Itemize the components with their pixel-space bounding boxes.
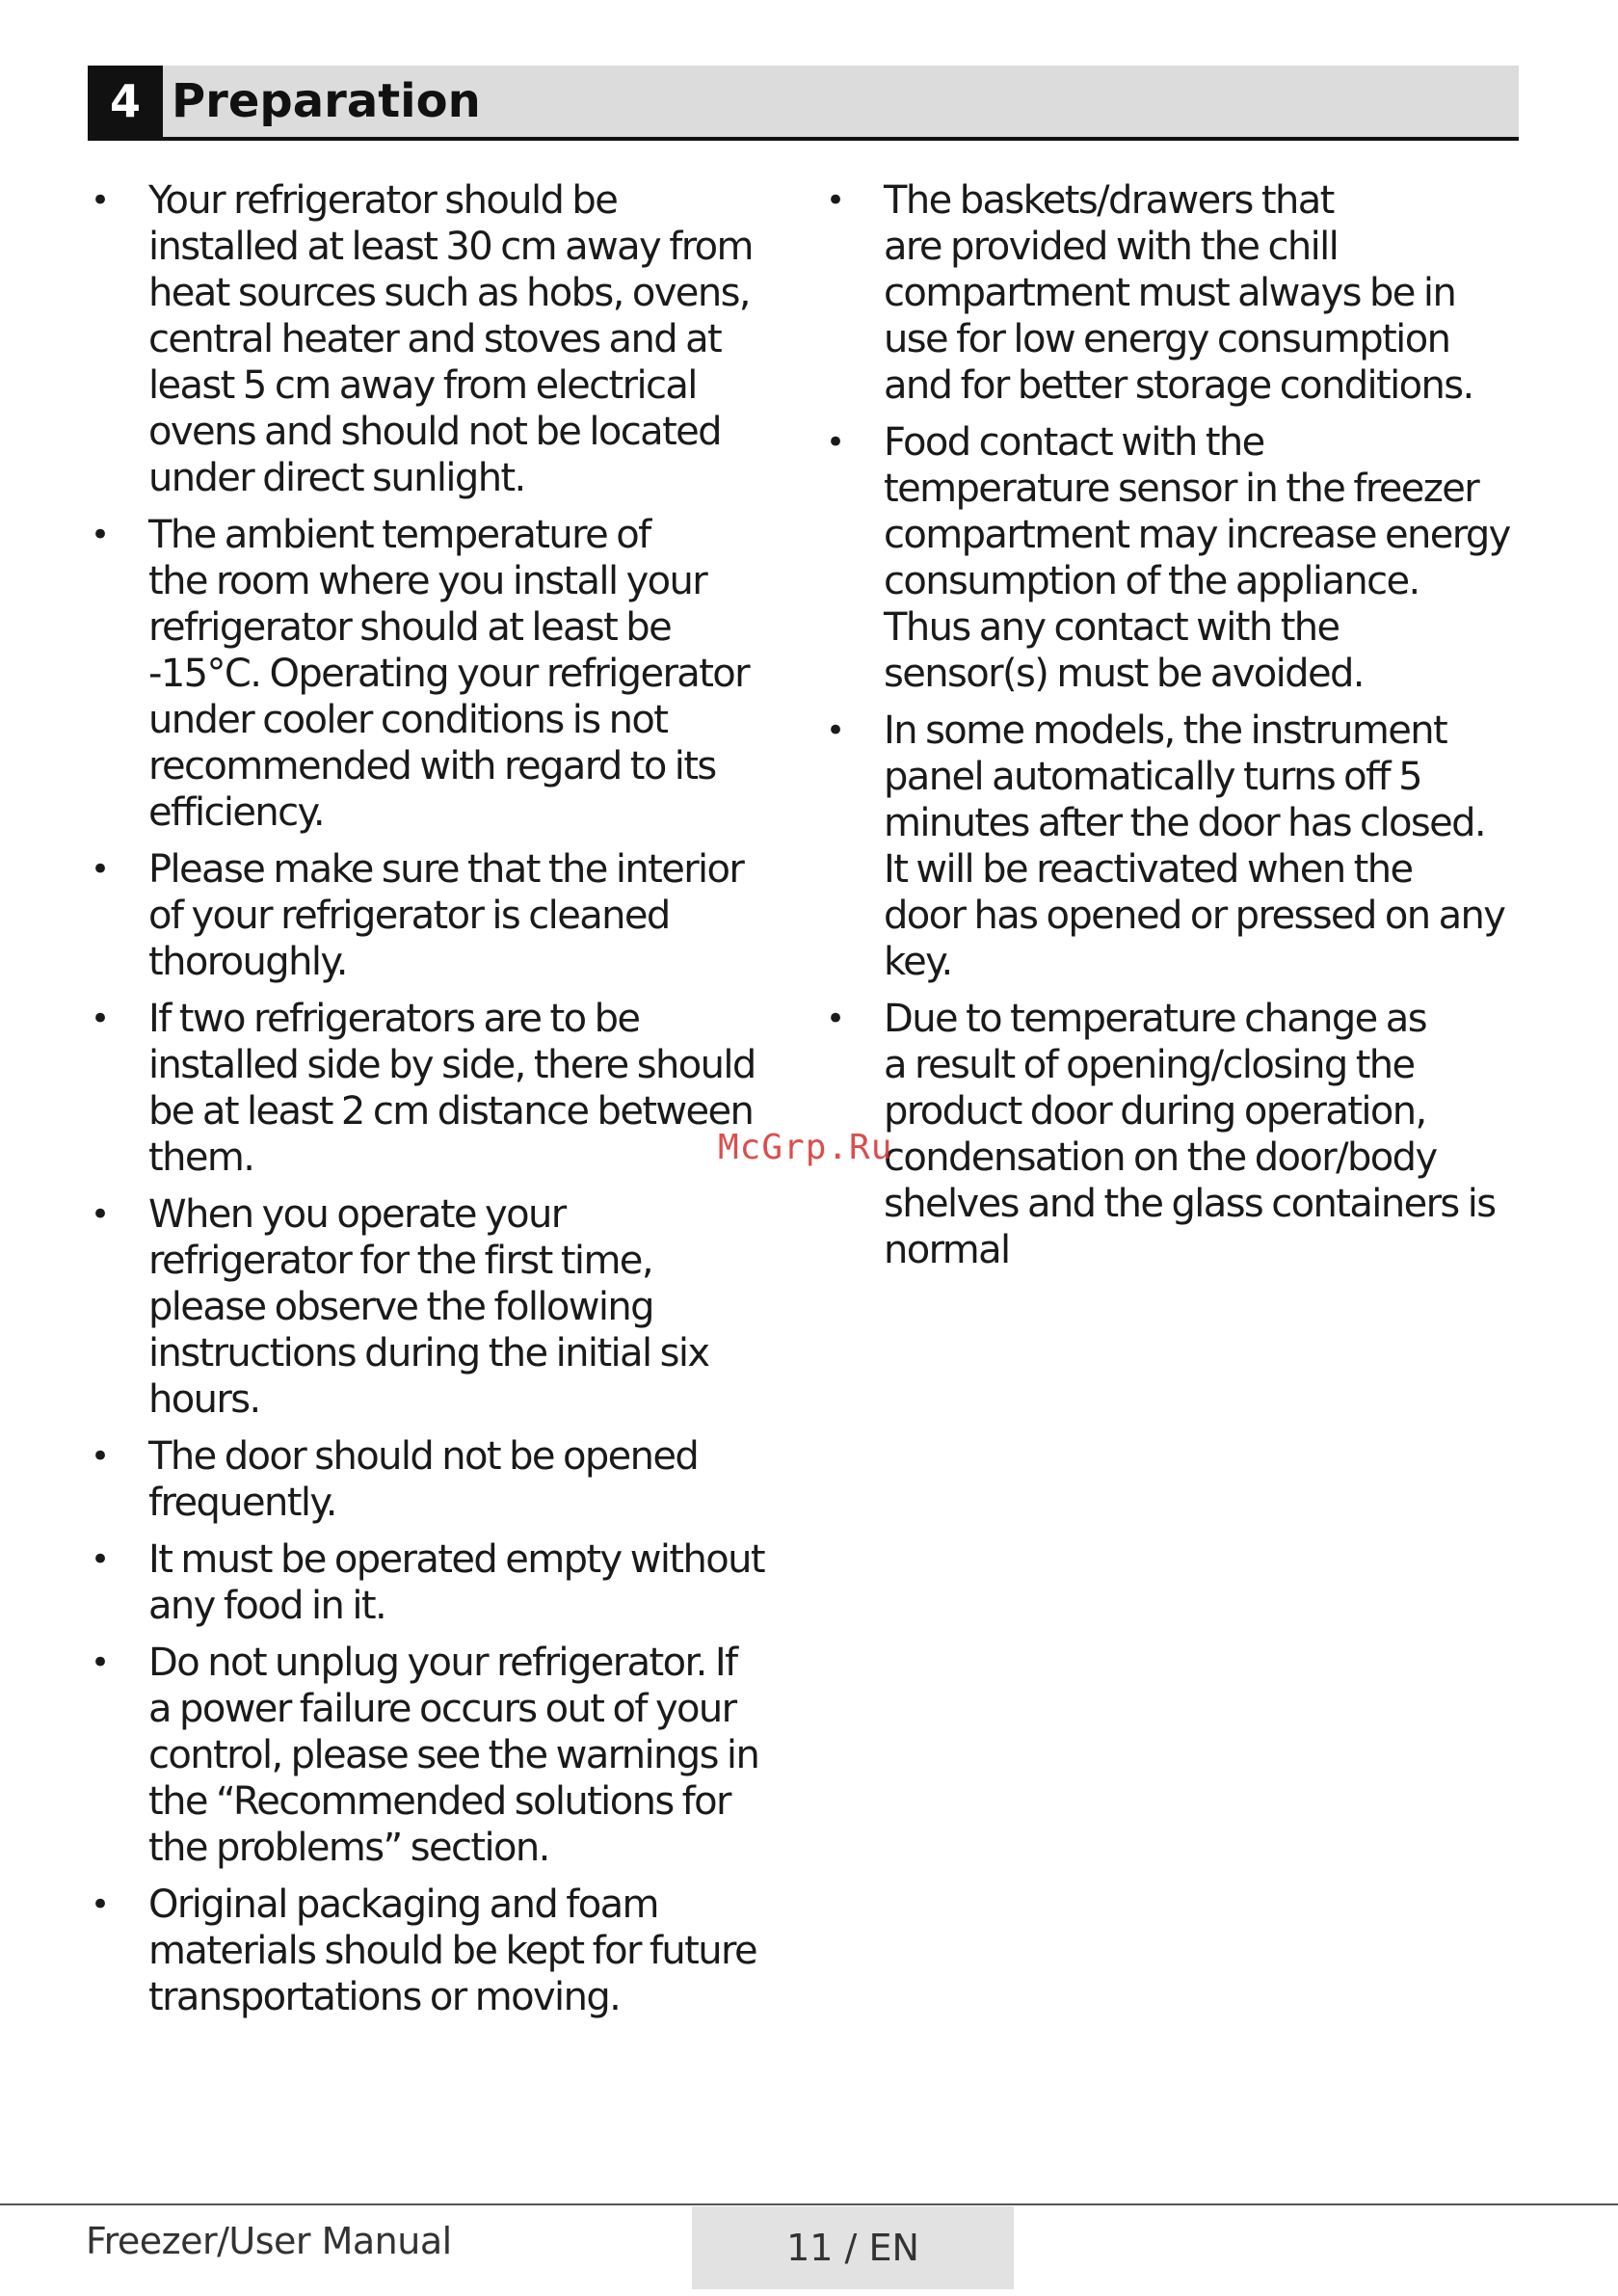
bullet-text-line: compartment must always be in [884, 271, 1456, 315]
bullet-text-line: • Do not unplug your refrigerator. If [148, 1641, 737, 1685]
bullet-text-line: installed at least 30 cm away from [148, 225, 753, 269]
bullet-text-line: installed side by side, there should [148, 1043, 756, 1087]
bullet-text-line: any food in it. [148, 1584, 386, 1628]
bullet-item [88, 1640, 801, 1871]
bullet-text-line: condensation on the door/body [884, 1135, 1437, 1180]
bullet-text-line: are provided with the chill [884, 225, 1339, 269]
chapter-header [88, 66, 1519, 141]
bullet-text-line: compartment may increase energy [884, 513, 1510, 557]
bullet-text-line: • It must be operated empty without [148, 1537, 764, 1582]
bullet-text-line: the problems” section. [148, 1826, 549, 1870]
bullet-text-line: • If two refrigerators are to be [148, 997, 640, 1041]
bullet-text-line: normal [884, 1228, 1010, 1272]
bullet-text-line: refrigerator for the first time, [148, 1239, 652, 1283]
bullet-item [823, 996, 1536, 1273]
bullet-text-line: use for low energy consumption [884, 317, 1450, 361]
bullet-item [88, 1536, 801, 1629]
chapter-title: Preparation [172, 74, 481, 128]
bullet-text-line: frequently. [148, 1481, 336, 1525]
bullet-text-line: • Due to temperature change as [884, 997, 1426, 1041]
bullet-text-line: -15°C. Operating your refrigerator [148, 652, 750, 696]
bullet-item [88, 512, 801, 836]
bullet-text-line: sensor(s) must be avoided. [884, 652, 1364, 696]
bullet-item [823, 707, 1536, 985]
bullet-text-line: panel automatically turns off 5 [884, 755, 1421, 799]
bullet-text-line: • The door should not be opened [148, 1434, 699, 1479]
footer-divider [0, 2203, 1618, 2205]
bullet-item [823, 177, 1536, 409]
bullet-text-line: • When you operate your [148, 1192, 566, 1237]
bullet-text-line: be at least 2 cm distance between [148, 1089, 754, 1134]
bullet-text-line: the room where you install your [148, 559, 707, 603]
bullet-text-line: minutes after the door has closed. [884, 801, 1485, 845]
bullet-text-line: please observe the following [148, 1285, 653, 1329]
bullet-text-line: materials should be kept for future [148, 1929, 756, 1973]
bullet-text-line: door has opened or pressed on any [884, 894, 1505, 938]
footer-page-number: 11 / EN [692, 2206, 1014, 2289]
bullet-text-line: hours. [148, 1377, 260, 1422]
bullet-text-line: efficiency. [148, 790, 325, 835]
bullet-text-line: shelves and the glass containers is [884, 1182, 1496, 1226]
bullet-text-line: Thus any contact with the [884, 605, 1339, 650]
footer-manual-title: Freezer/User Manual [86, 2220, 452, 2262]
bullet-text-line: under cooler conditions is not [148, 698, 668, 742]
bullet-text-line: and for better storage conditions. [884, 363, 1473, 408]
bullet-text-line: central heater and stoves and at [148, 317, 722, 361]
bullet-text-line: least 5 cm away from electrical [148, 363, 697, 408]
bullet-item [88, 177, 801, 501]
bullet-text-line: a result of opening/closing the [884, 1043, 1415, 1087]
bullet-text-line: • Please make sure that the interior [148, 847, 744, 892]
left-column-list [88, 177, 801, 2031]
bullet-text-line: • Your refrigerator should be [148, 178, 618, 223]
bullet-text-line: the “Recommended solutions for [148, 1779, 730, 1824]
bullet-item [88, 1191, 801, 1423]
bullet-text-line: key. [884, 940, 952, 984]
bullet-text-line: product door during operation, [884, 1089, 1426, 1134]
bullet-text-line: transportations or moving. [148, 1975, 621, 2019]
bullet-text-line: thoroughly. [148, 940, 347, 984]
bullet-text-line: heat sources such as hobs, ovens, [148, 271, 750, 315]
bullet-text-line: them. [148, 1135, 254, 1180]
bullet-item [823, 419, 1536, 697]
bullet-text-line: • The baskets/drawers that [884, 178, 1334, 223]
bullet-text-line: refrigerator should at least be [148, 605, 672, 650]
bullet-text-line: of your refrigerator is cleaned [148, 894, 670, 938]
bullet-item [88, 846, 801, 985]
bullet-item [88, 1433, 801, 1526]
bullet-text-line: a power failure occurs out of your [148, 1687, 736, 1731]
bullet-text-line: It will be reactivated when the [884, 847, 1413, 892]
bullet-text-line: control, please see the warnings in [148, 1733, 759, 1777]
right-column-list [823, 177, 1536, 1284]
watermark: McGrp.Ru [718, 1128, 893, 1167]
bullet-text-line: • The ambient temperature of [148, 513, 650, 557]
bullet-text-line: ovens and should not be located [148, 410, 721, 454]
chapter-number: 4 [88, 66, 163, 137]
bullet-text-line: recommended with regard to its [148, 744, 716, 788]
bullet-item [88, 996, 801, 1181]
bullet-text-line: temperature sensor in the freezer [884, 467, 1479, 511]
bullet-item [88, 1882, 801, 2020]
bullet-text-line: under direct sunlight. [148, 456, 525, 500]
bullet-text-line: consumption of the appliance. [884, 559, 1419, 603]
bullet-text-line: instructions during the initial six [148, 1331, 709, 1375]
bullet-text-line: • Food contact with the [884, 420, 1264, 465]
bullet-text-line: • Original packaging and foam [148, 1882, 658, 1927]
bullet-text-line: • In some models, the instrument [884, 708, 1447, 753]
